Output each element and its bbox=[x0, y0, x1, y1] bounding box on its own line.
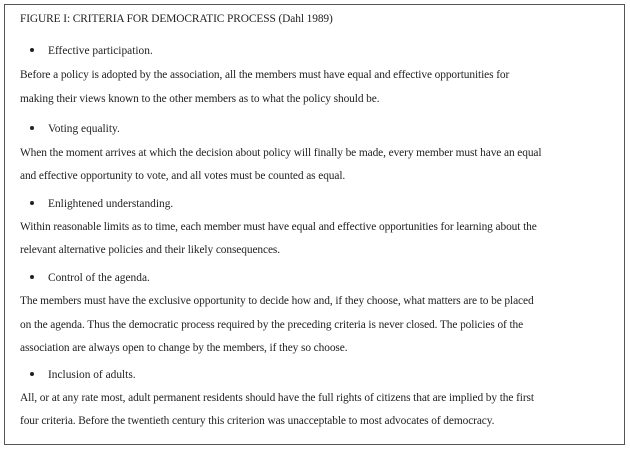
criterion-heading bbox=[30, 272, 150, 284]
criterion-heading bbox=[30, 45, 153, 57]
bullet-icon bbox=[30, 201, 34, 205]
bullet-icon bbox=[30, 372, 34, 376]
criterion-text-line: association are always open to change by the members, if they so choose. bbox=[20, 342, 348, 354]
criterion-heading-text: Inclusion of adults. bbox=[48, 369, 136, 381]
criterion-text-line: When the moment arrives at which the decision about policy will finally be made, every member must have an equal bbox=[20, 147, 542, 159]
criterion-heading bbox=[30, 123, 120, 135]
criterion-text-line: Before a policy is adopted by the association, all the members must have equal and effective opportunities for bbox=[20, 69, 510, 81]
criterion-text-line: and effective opportunity to vote, and all votes must be counted as equal. bbox=[20, 170, 346, 182]
criterion-text-line: relevant alternative policies and their likely consequences. bbox=[20, 244, 280, 256]
bullet-icon bbox=[30, 126, 34, 130]
bullet-icon bbox=[30, 275, 34, 279]
criterion-text-line: All, or at any rate most, adult permanent residents should have the full rights of citizens that are implied by the first bbox=[20, 392, 534, 404]
criterion-text-line: Within reasonable limits as to time, each member must have equal and effective opportunities for learning about the bbox=[20, 221, 537, 233]
figure-title: FIGURE I: CRITERIA FOR DEMOCRATIC PROCESS (Dahl 1989) bbox=[20, 13, 333, 25]
criterion-text-line: making their views known to the other members as to what the policy should be. bbox=[20, 93, 380, 105]
criterion-heading bbox=[30, 369, 136, 381]
criterion-text-line: on the agenda. Thus the democratic process required by the preceding criteria is never closed. The policies of the bbox=[20, 319, 524, 331]
criterion-text-line: The members must have the exclusive opportunity to decide how and, if they choose, what matters are to be placed bbox=[20, 295, 534, 307]
criterion-heading-text: Voting equality. bbox=[48, 123, 120, 135]
criterion-heading bbox=[30, 198, 173, 210]
criterion-heading-text: Effective participation. bbox=[48, 45, 153, 57]
bullet-icon bbox=[30, 48, 34, 52]
criterion-text-line: four criteria. Before the twentieth century this criterion was unacceptable to most advocates of democracy. bbox=[20, 415, 495, 427]
criterion-heading-text: Control of the agenda. bbox=[48, 272, 150, 284]
criterion-heading-text: Enlightened understanding. bbox=[48, 198, 174, 210]
